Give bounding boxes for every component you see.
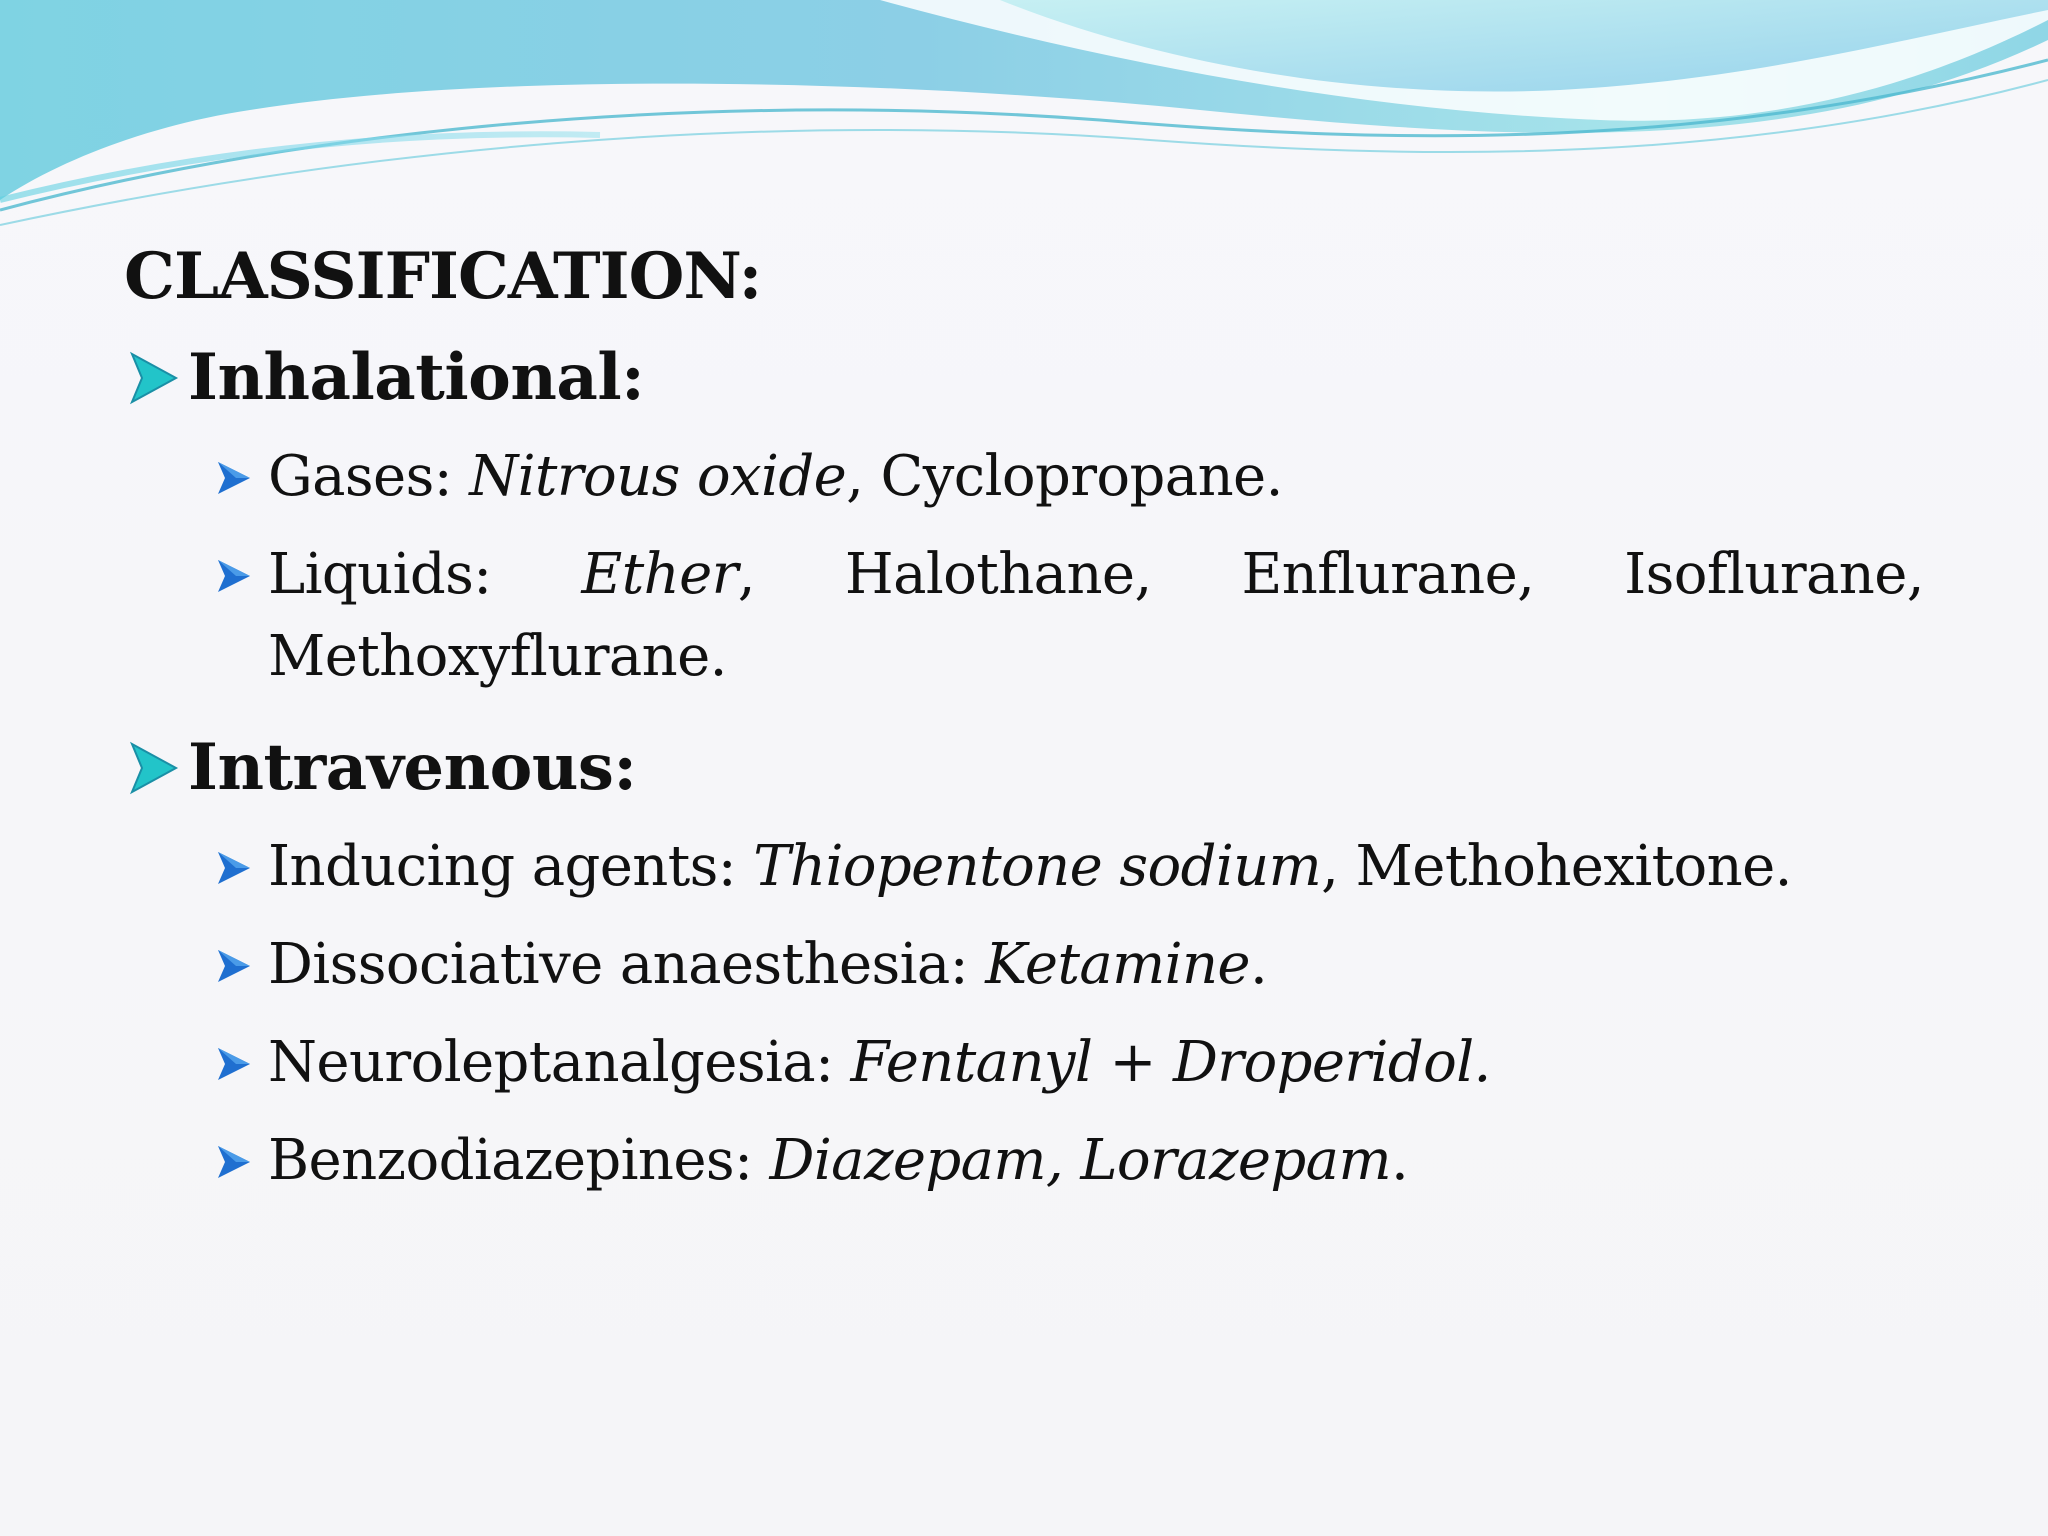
bullet-intravenous [124,718,1924,818]
item-drugs: Ketamine [985,932,1250,997]
section-title: Inhalational: [188,340,645,415]
item-plus: + [1092,1030,1173,1095]
item-drugs: Thiopentone sodium [753,834,1322,899]
item-label: Gases: [268,444,470,509]
item-rest: . [1249,932,1268,997]
item-rest: . [1390,1128,1409,1193]
item-drugs-2: Droperidol. [1173,1030,1491,1095]
slide-heading: CLASSIFICATION: [124,239,762,314]
item-label: Liquids: [268,542,582,607]
slide-content [124,232,1924,1202]
sub-bullet-liquids [124,534,1924,698]
item-drugs: Nitrous oxide [469,444,847,509]
item-drugs: Diazepam, Lorazepam [769,1128,1391,1193]
item-label: Inducing agents: [268,834,754,899]
decorative-wave-banner [0,0,2048,260]
section-title: Intravenous: [188,730,637,805]
bullet-inhalational [124,328,1924,428]
sub-bullet-dissociative [124,924,1924,1006]
arrow-bullet-icon [214,1142,254,1182]
item-rest: , Cyclopropane. [846,444,1283,509]
item-rest: , Methohexitone. [1321,834,1792,899]
sub-bullet-benzodiazepines [124,1120,1924,1202]
item-drugs: Ether [581,542,738,607]
sub-bullet-inducing-agents [124,826,1924,908]
arrow-bullet-icon [214,458,254,498]
arrow-bullet-icon [214,946,254,986]
sub-bullet-neuroleptanalgesia [124,1022,1924,1104]
arrow-bullet-icon [214,848,254,888]
arrow-bullet-icon [214,1044,254,1084]
arrow-bullet-icon [128,740,180,796]
arrow-bullet-icon [128,350,180,406]
arrow-bullet-icon [214,556,254,596]
item-label: Benzodiazepines: [268,1128,770,1193]
item-rest: , Halothane, Enflurane, Isoflurane, Methoxyflurane. [268,542,1924,689]
sub-bullet-gases [124,436,1924,518]
item-drugs: Fentanyl [850,1030,1093,1095]
item-label: Neuroleptanalgesia: [268,1030,851,1095]
item-label: Dissociative anaesthesia: [268,932,986,997]
